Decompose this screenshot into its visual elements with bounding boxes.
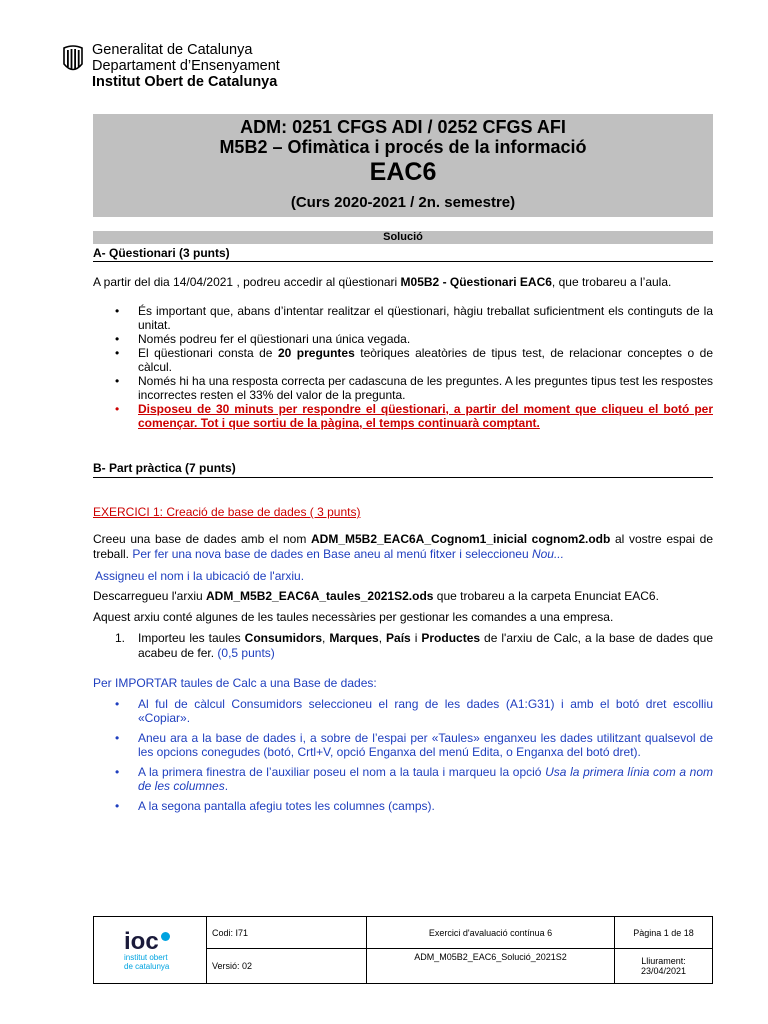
assignment-title: EAC6 <box>369 158 437 186</box>
delivery-label: Lliurament: <box>641 956 686 966</box>
list-item: • A la segona pantalla afegiu totes les columnes (camps). <box>115 799 435 813</box>
footer-delivery <box>615 949 712 983</box>
footer-version: Versió: 02 <box>212 961 253 971</box>
list-item-text: És important que, abans d’intentar realitzar el qüestionari, hàgiu treballat suficientment els continguts de la unitat. <box>138 304 713 332</box>
hint-text: Per fer una nova base de dades en Base aneu al menú fitxer i seleccioneu <box>132 547 532 561</box>
list-item: • Aneu ara a la base de dades i, a sobre de l’espai per «Taules» enganxeu les dades utilitzant qualsevol de les opcions conegudes (botó, Crtl+V, opció Enganxa del menú Edita, o Enganxa del botó dret). <box>115 731 713 759</box>
item-number: 1. <box>115 631 126 645</box>
text: Descarregueu l'arxiu <box>93 589 207 603</box>
organization-header <box>92 42 280 90</box>
institute-name: Institut Obert de Catalunya <box>92 74 278 90</box>
text: al vostre espai de treball. <box>93 532 714 561</box>
list-item-text: teòriques aleatòries de tipus test, de relacionar conceptes o de càlcul. <box>138 346 713 374</box>
list-item-text: Aneu ara a la base de dades i, a sobre de l’espai per «Taules» enganxeu les dades utilitzant qualsevol de les opcions conegudes (botó, Crtl+V, opció Enganxa del menú Edita, o Enganxa del botó dret). <box>138 731 713 759</box>
list-item-text: Només podreu fer el qüestionari una única vegada. <box>138 332 411 346</box>
ioc-logo <box>124 925 204 977</box>
text: , <box>322 631 330 645</box>
section-b-divider <box>93 477 713 478</box>
list-item-text: . <box>224 779 229 793</box>
quiz-rules-list <box>93 304 713 430</box>
exercise-paragraph-4: Aquest arxiu conté algunes de les taules necessàries per gestionar les comandes a una empresa. <box>93 610 614 624</box>
exercise-paragraph-1 <box>93 532 713 562</box>
footer-code: Codi: I71 <box>212 927 249 938</box>
text: , <box>378 631 387 645</box>
list-item: • Disposeu de 30 minuts per respondre el qüestionari, a partir del moment que cliqueu el botó per començar. Tot i que sortiu de la pàgina, el temps continuarà comptant. <box>115 402 713 430</box>
table-name: Consumidors <box>244 631 323 645</box>
text: Importeu les taules <box>138 631 245 645</box>
option-name: Usa la primera línia com a nom de les columnes <box>138 765 714 793</box>
course-period: (Curs 2020-2021 / 2n. semestre) <box>290 194 516 211</box>
list-item: • És important que, abans d’intentar realitzar el qüestionari, hàgiu treballat suficientment els continguts de la unitat. <box>115 304 713 332</box>
time-warning: Disposeu de 30 minuts per respondre el qüestionari, a partir del moment que cliqueu el botó per començar. Tot i que sortiu de la pàgina, el temps continuarà comptant. <box>138 402 713 430</box>
department-name: Departament d’Ensenyament <box>92 58 280 74</box>
footer-filename: ADM_M05B2_EAC6_Solució_2021S2 <box>414 952 567 962</box>
section-a-heading: A- Qüestionari (3 punts) <box>93 246 230 260</box>
ioc-logo-subtitle: institut obert <box>124 953 168 962</box>
hint-menu-item: Nou... <box>531 547 564 561</box>
list-item-text: El qüestionari consta de <box>138 346 278 360</box>
ioc-logo-subtitle: de catalunya <box>124 962 170 971</box>
section-a-intro <box>93 275 713 290</box>
text: i <box>410 631 422 645</box>
numbered-item-1 <box>93 631 713 661</box>
ioc-dot-icon <box>161 932 170 941</box>
course-code: ADM: 0251 CFGS ADI / 0252 CFGS AFI <box>240 117 566 137</box>
solucio-bar: Solució <box>93 231 713 244</box>
list-item-text: A la primera finestra de l’auxiliar poseu el nom a la taula i marqueu la opció <box>138 765 546 779</box>
exercise-hint-2: Assigneu el nom i la ubicació de l'arxiu. <box>95 569 305 583</box>
intro-text-end: , que trobareu a l’aula. <box>551 275 672 289</box>
list-item-text: Només hi ha una resposta correcta per cadascuna de les preguntes. A les preguntes tipus test les respostes incorrectes resten el 33% del valor de la pregunta. <box>138 374 713 402</box>
text: Creeu una base de dades amb el nom <box>93 532 311 546</box>
delivery-date: 23/04/2021 <box>640 966 687 976</box>
exercise-paragraph-3 <box>93 589 713 604</box>
list-item: • A la primera finestra de l’auxiliar poseu el nom a la taula i marqueu la opció Usa la primera línia com a nom de les columnes. <box>115 765 714 793</box>
list-item: • El qüestionari consta de 20 preguntes teòriques aleatòries de tipus test, de relacionar conceptes o de càlcul. <box>115 346 713 374</box>
exercise-heading: EXERCICI 1: Creació de base de dades ( 3 punts) <box>93 505 361 519</box>
list-item: • Només podreu fer el qüestionari una única vegada. <box>115 332 411 346</box>
list-item-text: A la segona pantalla afegiu totes les columnes (camps). <box>138 799 435 813</box>
list-item-bold: 20 preguntes <box>277 346 355 360</box>
ioc-logo-text: ioc <box>124 928 159 955</box>
list-item: • Només hi ha una resposta correcta per cadascuna de les preguntes. A les preguntes tipus test les respostes incorrectes resten el 33% del valor de la pregunta. <box>115 374 713 402</box>
org-name: Generalitat de Catalunya <box>92 42 253 58</box>
generalitat-logo-icon <box>62 44 84 76</box>
table-name: Marques <box>329 631 379 645</box>
text: que trobareu a la carpeta Enunciat EAC6. <box>433 589 659 603</box>
footer-exercise: Exercici d'avaluació contínua 6 <box>428 927 553 938</box>
table-name: Productes <box>421 631 481 645</box>
text: de l'arxiu de Calc, a la base de dades que acabeu de fer. <box>138 631 713 660</box>
intro-text: A partir del dia 14/04/2021 , podreu accedir al qüestionari <box>93 275 401 289</box>
points-label: (0,5 punts) <box>217 646 275 660</box>
db-filename: ADM_M5B2_EAC6A_Cognom1_inicial cognom2.odb <box>310 532 611 546</box>
ods-filename: ADM_M5B2_EAC6A_taules_2021S2.ods <box>206 589 434 603</box>
section-b-heading: B- Part pràctica (7 punts) <box>93 461 236 475</box>
quiz-name: M05B2 - Qüestionari EAC6 <box>400 275 552 289</box>
import-steps-list <box>93 697 713 813</box>
page-footer <box>93 916 713 984</box>
import-heading: Per IMPORTAR taules de Calc a una Base de dades: <box>93 676 377 690</box>
title-box <box>93 114 713 217</box>
module-name: M5B2 – Ofimàtica i procés de la informació <box>219 137 587 157</box>
footer-page-number: Pàgina 1 de 18 <box>633 927 694 938</box>
list-item-text: Al ful de càlcul Consumidors seleccioneu el rang de les dades (A1:G31) i amb el botó dret escolliu «Copiar». <box>138 697 713 725</box>
list-item: • Al ful de càlcul Consumidors seleccioneu el rang de les dades (A1:G31) i amb el botó dret escolliu «Copiar». <box>115 697 713 725</box>
table-name: País <box>386 631 411 645</box>
section-a-divider <box>93 261 713 262</box>
